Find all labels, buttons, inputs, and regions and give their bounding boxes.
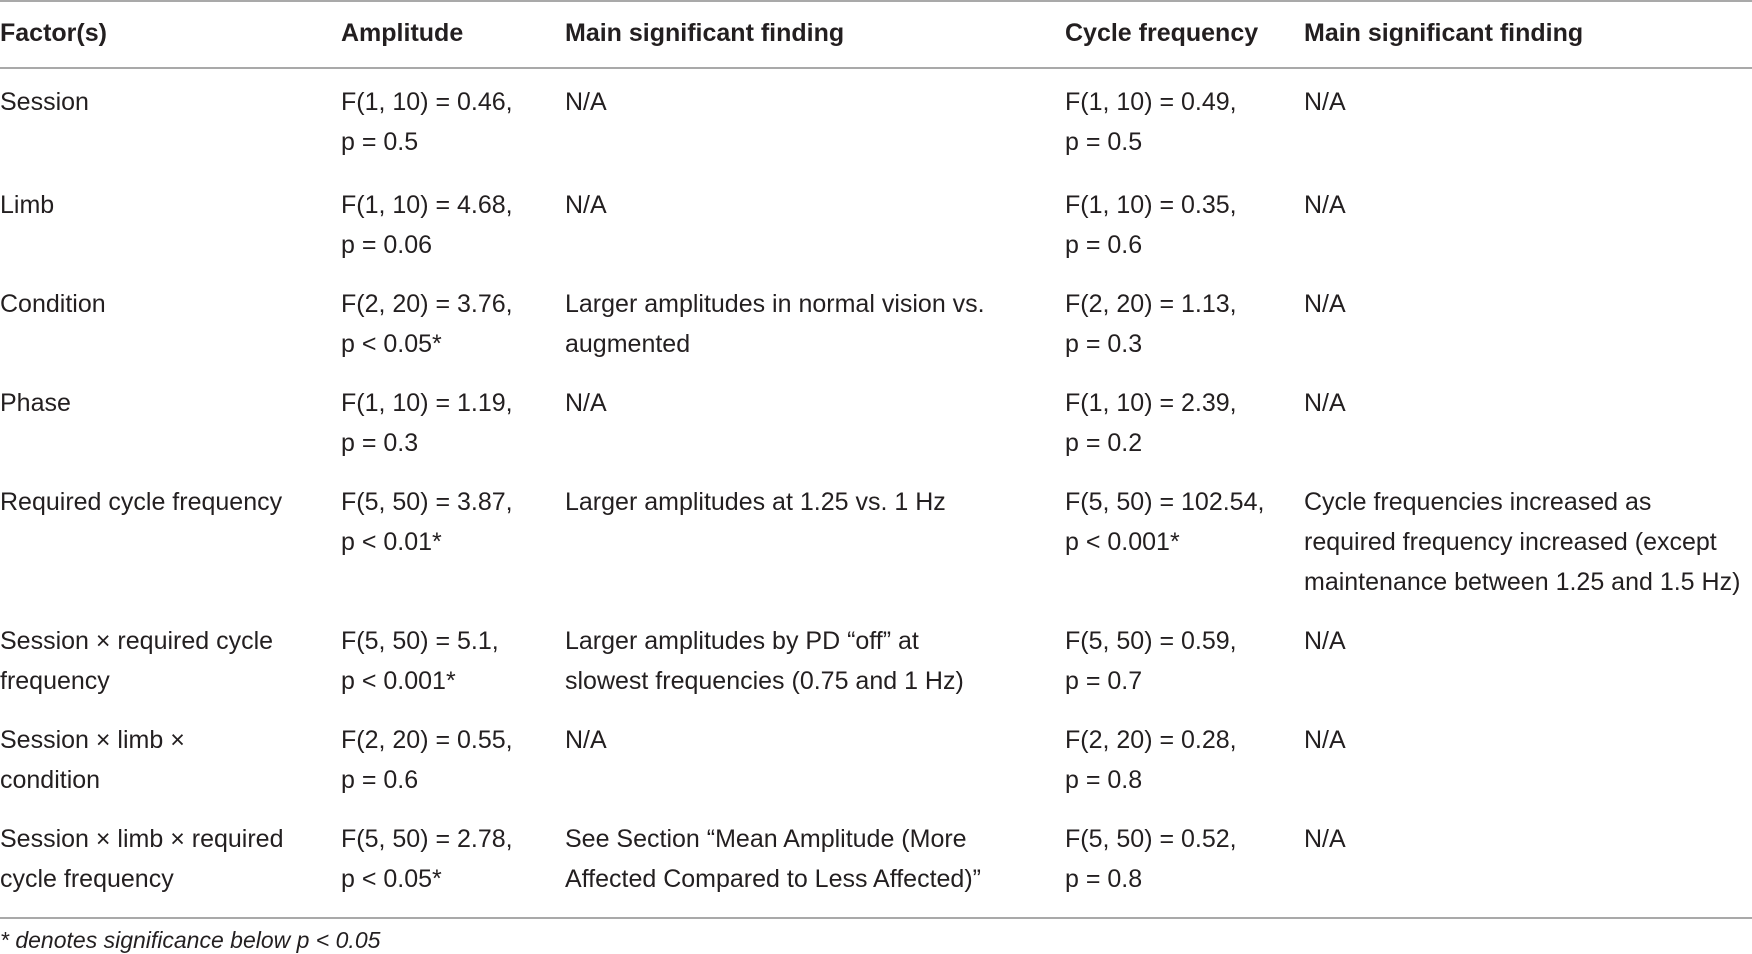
cell-line: F(1, 10) = 4.68, xyxy=(341,191,513,219)
cell-line: Larger amplitudes at 1.25 vs. 1 Hz xyxy=(565,488,946,516)
cell-line: p = 0.5 xyxy=(341,128,419,156)
cycle-finding-cell xyxy=(1304,166,1752,265)
factor-cell xyxy=(0,602,341,701)
amplitude-finding-cell xyxy=(565,463,1065,602)
amplitude-finding-cell xyxy=(565,602,1065,701)
cell-line: Affected Compared to Less Affected)” xyxy=(565,865,981,893)
cycle-frequency-cell xyxy=(1065,701,1304,800)
amplitude-finding-cell xyxy=(565,701,1065,800)
cell-line: F(5, 50) = 102.54, xyxy=(1065,488,1265,516)
cell-line: p = 0.6 xyxy=(1065,231,1143,259)
cell-line: F(1, 10) = 0.49, xyxy=(1065,88,1237,116)
cell-line: p = 0.06 xyxy=(341,231,433,259)
amplitude-cell xyxy=(341,701,565,800)
cell-line: p < 0.001* xyxy=(341,667,456,695)
cell-line: frequency xyxy=(0,667,110,695)
cell-line: slowest frequencies (0.75 and 1 Hz) xyxy=(565,667,964,695)
header-factors: Factor(s) xyxy=(0,1,341,68)
cycle-finding-cell xyxy=(1304,364,1752,463)
cell-line: Cycle frequencies increased as xyxy=(1304,488,1652,516)
cell-line: p < 0.05* xyxy=(341,865,442,893)
factor-cell xyxy=(0,265,341,364)
cell-line: p = 0.2 xyxy=(1065,429,1143,457)
factor-cell xyxy=(0,800,341,918)
table-row xyxy=(0,463,1752,602)
table-footnote: * denotes significance below p < 0.05 xyxy=(0,927,381,953)
cell-line: maintenance between 1.25 and 1.5 Hz) xyxy=(1304,568,1741,596)
cell-line: N/A xyxy=(1304,825,1346,853)
header-amplitude: Amplitude xyxy=(341,1,565,68)
cell-line: F(1, 10) = 1.19, xyxy=(341,389,513,417)
cell-line: p = 0.3 xyxy=(341,429,419,457)
cell-line: F(5, 50) = 0.59, xyxy=(1065,627,1237,655)
cycle-finding-cell xyxy=(1304,800,1752,918)
table-row xyxy=(0,602,1752,701)
table-row xyxy=(0,166,1752,265)
table-body xyxy=(0,68,1752,918)
cycle-finding-cell xyxy=(1304,602,1752,701)
amplitude-cell xyxy=(341,800,565,918)
cell-line: p < 0.05* xyxy=(341,330,442,358)
table-row xyxy=(0,265,1752,364)
cell-line: Larger amplitudes in normal vision vs. xyxy=(565,290,985,318)
cycle-finding-cell xyxy=(1304,265,1752,364)
amplitude-finding-cell xyxy=(565,265,1065,364)
cell-line: condition xyxy=(0,766,101,794)
amplitude-cell xyxy=(341,602,565,701)
cell-line: p = 0.5 xyxy=(1065,128,1143,156)
table-row xyxy=(0,800,1752,918)
cell-line: N/A xyxy=(1304,726,1346,754)
cycle-frequency-cell xyxy=(1065,68,1304,166)
cell-line: Phase xyxy=(0,389,71,417)
cell-line: p = 0.3 xyxy=(1065,330,1143,358)
cell-line: Session xyxy=(0,88,89,116)
factor-cell xyxy=(0,364,341,463)
cycle-frequency-cell xyxy=(1065,463,1304,602)
amplitude-finding-cell xyxy=(565,800,1065,918)
cell-line: F(5, 50) = 2.78, xyxy=(341,825,513,853)
cell-line: Limb xyxy=(0,191,55,219)
cycle-frequency-cell xyxy=(1065,602,1304,701)
cell-line: F(5, 50) = 3.87, xyxy=(341,488,513,516)
cell-line: augmented xyxy=(565,330,691,358)
cell-line: N/A xyxy=(565,191,607,219)
cell-line: required frequency increased (except xyxy=(1304,528,1717,556)
cell-line: p = 0.7 xyxy=(1065,667,1143,695)
amplitude-finding-cell xyxy=(565,166,1065,265)
factor-cell xyxy=(0,166,341,265)
amplitude-cell xyxy=(341,68,565,166)
cell-line: p = 0.8 xyxy=(1065,766,1143,794)
cell-line: F(2, 20) = 0.28, xyxy=(1065,726,1237,754)
amplitude-cell xyxy=(341,166,565,265)
header-cycle-frequency: Cycle frequency xyxy=(1065,1,1304,68)
amplitude-cell xyxy=(341,265,565,364)
cell-line: Session × limb × required xyxy=(0,825,284,853)
cell-line: p < 0.001* xyxy=(1065,528,1180,556)
header-amplitude-finding: Main significant finding xyxy=(565,1,1065,68)
cell-line: cycle frequency xyxy=(0,865,174,893)
table-header xyxy=(0,1,1752,68)
cell-line: F(1, 10) = 0.35, xyxy=(1065,191,1237,219)
cycle-frequency-cell xyxy=(1065,364,1304,463)
factor-cell xyxy=(0,463,341,602)
cell-line: N/A xyxy=(1304,627,1346,655)
cell-line: Session × limb × xyxy=(0,726,185,754)
cell-line: N/A xyxy=(565,726,607,754)
cycle-finding-cell xyxy=(1304,463,1752,602)
cell-line: N/A xyxy=(565,389,607,417)
cell-line: F(2, 20) = 0.55, xyxy=(341,726,513,754)
cell-line: Larger amplitudes by PD “off” at xyxy=(565,627,919,655)
factor-cell xyxy=(0,68,341,166)
cell-line: N/A xyxy=(1304,389,1346,417)
table-row xyxy=(0,701,1752,800)
cycle-frequency-cell xyxy=(1065,800,1304,918)
cell-line: F(2, 20) = 1.13, xyxy=(1065,290,1237,318)
cycle-frequency-cell xyxy=(1065,166,1304,265)
cell-line: N/A xyxy=(1304,191,1346,219)
cycle-frequency-cell xyxy=(1065,265,1304,364)
header-cycle-finding: Main significant finding xyxy=(1304,1,1752,68)
cycle-finding-cell xyxy=(1304,701,1752,800)
amplitude-cell xyxy=(341,463,565,602)
amplitude-finding-cell xyxy=(565,364,1065,463)
cell-line: Session × required cycle xyxy=(0,627,274,655)
cell-line: p = 0.8 xyxy=(1065,865,1143,893)
cycle-finding-cell xyxy=(1304,68,1752,166)
cell-line: p < 0.01* xyxy=(341,528,442,556)
factor-cell xyxy=(0,701,341,800)
cell-line: F(2, 20) = 3.76, xyxy=(341,290,513,318)
cell-line: Condition xyxy=(0,290,106,318)
table-row xyxy=(0,68,1752,166)
cell-line: F(5, 50) = 5.1, xyxy=(341,627,499,655)
cell-line: F(1, 10) = 2.39, xyxy=(1065,389,1237,417)
cell-line: Required cycle frequency xyxy=(0,488,283,516)
header-row xyxy=(0,1,1752,68)
cell-line: F(1, 10) = 0.46, xyxy=(341,88,513,116)
cell-line: N/A xyxy=(1304,88,1346,116)
table-row xyxy=(0,364,1752,463)
cell-line: F(5, 50) = 0.52, xyxy=(1065,825,1237,853)
cell-line: p = 0.6 xyxy=(341,766,419,794)
cell-line: N/A xyxy=(1304,290,1346,318)
amplitude-finding-cell xyxy=(565,68,1065,166)
amplitude-cell xyxy=(341,364,565,463)
cell-line: See Section “Mean Amplitude (More xyxy=(565,825,967,853)
cell-line: N/A xyxy=(565,88,607,116)
